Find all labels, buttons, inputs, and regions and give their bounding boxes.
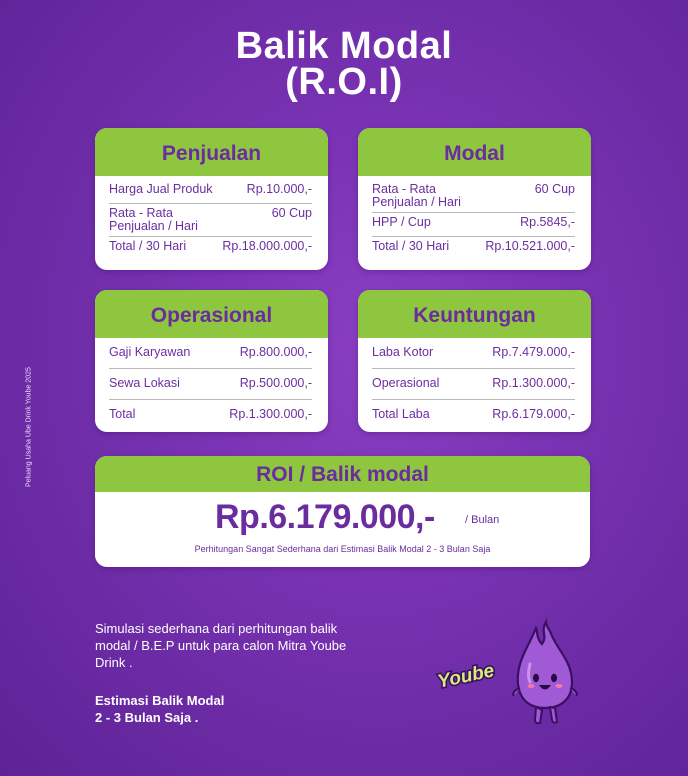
row-label: Sewa Lokasi xyxy=(109,376,180,390)
estimate-line-2: 2 - 3 Bulan Saja . xyxy=(95,710,199,725)
operasional-heading: Operasional xyxy=(95,290,328,338)
purple-drop-mascot-icon xyxy=(510,618,580,728)
estimate-line-1: Estimasi Balik Modal xyxy=(95,693,225,708)
row-value: Rp.800.000,- xyxy=(239,345,312,359)
row-label: Laba Kotor xyxy=(372,345,434,359)
row-label: Gaji Karyawan xyxy=(109,345,191,359)
table-row xyxy=(109,180,312,204)
logo-text: Yoube xyxy=(435,660,497,693)
keuntungan-heading: Keuntungan xyxy=(358,290,591,338)
table-row xyxy=(372,213,575,237)
modal-heading: Modal xyxy=(358,128,591,176)
row-value: Rp.7.479.000,- xyxy=(492,345,575,359)
row-label: Rata - Rata Penjualan / Hari xyxy=(372,182,461,209)
estimate-text xyxy=(95,692,315,726)
row-label: Total xyxy=(109,407,136,421)
roi-unit: / Bulan xyxy=(465,514,500,526)
roi-amount: Rp.6.179.000,- xyxy=(215,498,435,536)
yoube-logo xyxy=(432,655,500,695)
row-value: Rp.5845,- xyxy=(520,215,575,229)
side-note: Peluang Usaha Ube Drink Yoube 2025 xyxy=(25,367,33,487)
row-value: Rp.1.300.000,- xyxy=(492,376,575,390)
table-row xyxy=(109,237,312,261)
keuntungan-card xyxy=(358,290,591,432)
table-row xyxy=(372,180,575,213)
row-value: Rp.18.000.000,- xyxy=(222,239,312,253)
table-row xyxy=(372,369,575,400)
table-row xyxy=(372,338,575,369)
description: Simulasi sederhana dari perhitungan balik modal / B.E.P untuk para calon Mitra Yoube Drink . xyxy=(95,621,347,670)
row-value: Rp.6.179.000,- xyxy=(492,407,575,421)
penjualan-card xyxy=(95,128,328,270)
roi-heading: ROI / Balik modal xyxy=(95,456,590,492)
row-label: HPP / Cup xyxy=(372,215,431,229)
row-value: Rp.10.000,- xyxy=(246,182,312,196)
roi-note: Perhitungan Sangat Sederhana dari Estimasi Balik Modal 2 - 3 Bulan Saja xyxy=(194,544,491,554)
row-value: 60 Cup xyxy=(534,182,575,196)
modal-card xyxy=(358,128,591,270)
table-row xyxy=(109,338,312,369)
page-title xyxy=(0,25,688,103)
table-row xyxy=(109,204,312,237)
row-label: Total Laba xyxy=(372,407,430,421)
table-row xyxy=(109,369,312,400)
row-label: Total / 30 Hari xyxy=(372,239,450,253)
row-value: Rp.10.521.000,- xyxy=(485,239,575,253)
title-line-2: (R.O.I) xyxy=(285,61,403,103)
row-label: Total / 30 Hari xyxy=(109,239,187,253)
table-row xyxy=(109,400,312,431)
penjualan-heading: Penjualan xyxy=(95,128,328,176)
roi-card xyxy=(95,456,590,567)
row-value: 60 Cup xyxy=(271,206,312,220)
row-value: Rp.1.300.000,- xyxy=(229,407,312,421)
row-label: Harga Jual Produk xyxy=(109,182,213,196)
operasional-card xyxy=(95,290,328,432)
table-row xyxy=(372,400,575,431)
row-label: Rata - Rata Penjualan / Hari xyxy=(109,206,198,233)
row-value: Rp.500.000,- xyxy=(239,376,312,390)
row-label: Operasional xyxy=(372,376,440,390)
title-line-1: Balik Modal xyxy=(235,25,453,67)
table-row xyxy=(372,237,575,261)
